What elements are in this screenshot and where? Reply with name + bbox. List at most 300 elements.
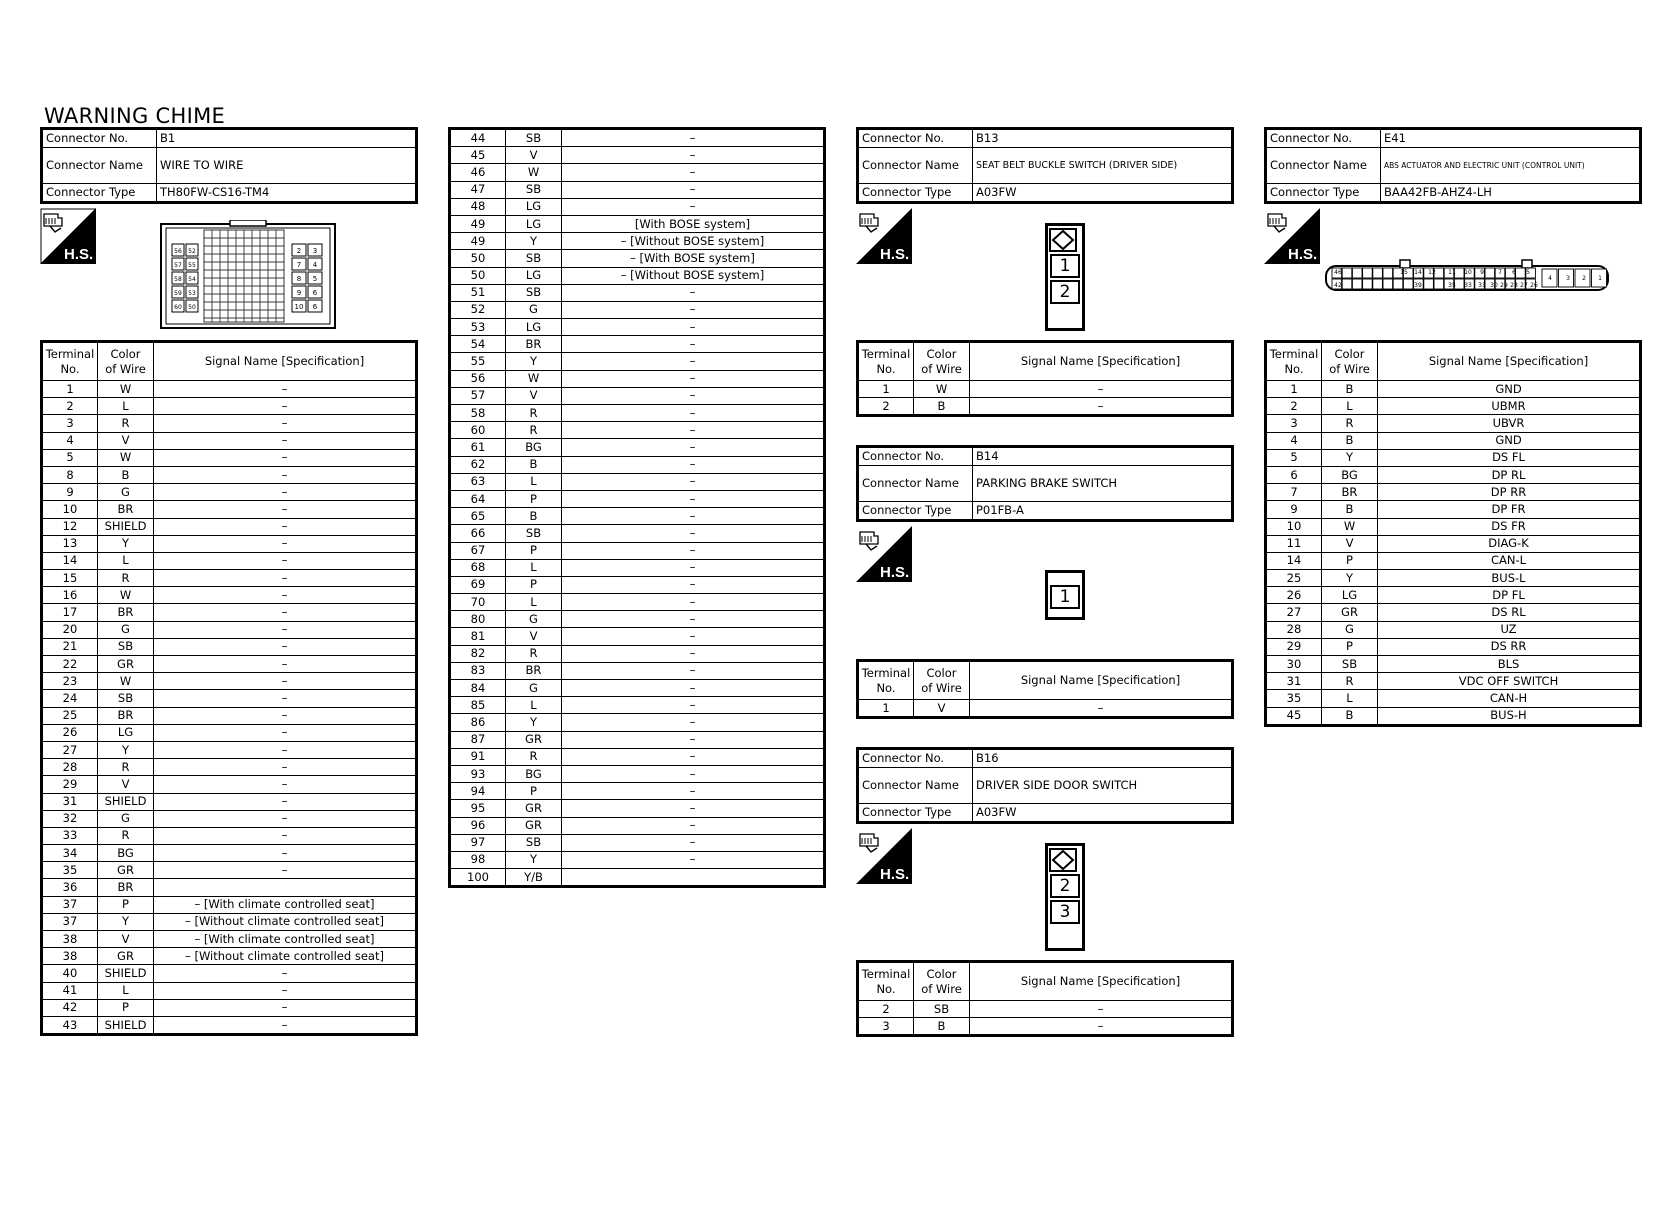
terminal-cell: 83: [450, 662, 506, 679]
b1-terminal-table-2: [448, 127, 826, 888]
hs-icon: [856, 526, 912, 582]
signal-cell: –: [154, 707, 417, 724]
color-cell: B: [1322, 707, 1378, 725]
terminal-cell: 16: [42, 587, 98, 604]
signal-cell: DS FL: [1378, 449, 1641, 466]
connector-type-value: A03FW: [973, 184, 1233, 203]
signal-cell: –: [562, 301, 825, 318]
color-cell: V: [506, 387, 562, 404]
color-cell: P: [1322, 638, 1378, 655]
b14-terminal-table: [856, 659, 1234, 719]
b1-connector-diagram: [160, 220, 336, 332]
diamond-key-icon: [1048, 228, 1078, 252]
connector-name-value: PARKING BRAKE SWITCH: [973, 466, 1233, 502]
signal-cell: –: [154, 759, 417, 776]
signal-cell: UBVR: [1378, 415, 1641, 432]
color-cell: SHIELD: [98, 1016, 154, 1034]
table-row: [450, 765, 825, 782]
table-row: [1266, 656, 1641, 673]
signal-cell: –: [154, 398, 417, 415]
signal-cell: CAN-H: [1378, 690, 1641, 707]
color-cell: GR: [98, 656, 154, 673]
signal-cell: DS FR: [1378, 518, 1641, 535]
color-cell: V: [98, 931, 154, 948]
color-cell: GR: [506, 817, 562, 834]
signal-cell: –: [562, 851, 825, 868]
color-cell: P: [506, 576, 562, 593]
signal-cell: –: [154, 810, 417, 827]
connector-type-value: P01FB-A: [973, 502, 1233, 521]
color-cell: R: [98, 570, 154, 587]
table-row: [450, 576, 825, 593]
color-cell: B: [914, 398, 970, 416]
svg-text:9: 9: [296, 289, 302, 297]
terminal-header: Terminal No.: [858, 342, 914, 381]
hs-icon: [1264, 208, 1320, 264]
color-cell: L: [98, 552, 154, 569]
table-row: [1266, 673, 1641, 690]
signal-cell: –: [562, 542, 825, 559]
signal-cell: – [Without BOSE system]: [562, 267, 825, 284]
signal-cell: – [With climate controlled seat]: [154, 896, 417, 913]
table-row: [42, 948, 417, 965]
color-cell: G: [506, 680, 562, 697]
pin-cell: 2: [1050, 280, 1080, 304]
color-cell: BG: [506, 439, 562, 456]
signal-cell: VDC OFF SWITCH: [1378, 673, 1641, 690]
pin-cell: 2: [1050, 874, 1080, 898]
signal-cell: –: [154, 449, 417, 466]
connector-cavity: [1454, 268, 1464, 278]
connector-type-value: BAA42FB-AHZ4-LH: [1381, 184, 1641, 203]
terminal-cell: 17: [42, 604, 98, 621]
pin-cell: 1: [1050, 585, 1080, 609]
connector-type-label: Connector Type: [858, 804, 973, 823]
signal-cell: –: [154, 381, 417, 398]
connector-type-label: Connector Type: [1266, 184, 1381, 203]
terminal-header: Terminal No.: [858, 962, 914, 1001]
signal-cell: – [Without climate controlled seat]: [154, 948, 417, 965]
signal-cell: –: [562, 319, 825, 336]
terminal-cell: 8: [42, 466, 98, 483]
table-row: [450, 508, 825, 525]
signal-cell: –: [562, 817, 825, 834]
connector-name-label: Connector Name: [1266, 148, 1381, 184]
terminal-cell: 27: [1266, 604, 1322, 621]
svg-text:59: 59: [174, 290, 182, 297]
terminal-cell: 47: [450, 181, 506, 198]
connector-cavity: [1485, 268, 1495, 278]
color-cell: SHIELD: [98, 793, 154, 810]
terminal-cell: 46: [450, 164, 506, 181]
table-row: [1266, 518, 1641, 535]
signal-cell: –: [562, 645, 825, 662]
terminal-header: Terminal No.: [1266, 342, 1322, 381]
table-row: [450, 490, 825, 507]
table-row: [42, 466, 417, 483]
color-cell: P: [1322, 552, 1378, 569]
table-row: [1266, 604, 1641, 621]
terminal-cell: 35: [42, 862, 98, 879]
table-row: [42, 587, 417, 604]
terminal-cell: 65: [450, 508, 506, 525]
table-row: [1266, 690, 1641, 707]
color-cell: Y: [506, 233, 562, 250]
color-cell: W: [1322, 518, 1378, 535]
color-cell: V: [98, 432, 154, 449]
color-cell: SB: [506, 834, 562, 851]
hs-label: H.S.: [64, 246, 94, 263]
terminal-cell: 44: [450, 129, 506, 147]
svg-text:H.S.: H.S.: [880, 246, 910, 263]
color-cell: B: [506, 456, 562, 473]
terminal-cell: 2: [858, 398, 914, 416]
signal-header: Signal Name [Specification]: [154, 342, 417, 381]
color-cell: GR: [1322, 604, 1378, 621]
svg-text:39: 39: [1414, 282, 1422, 289]
terminal-cell: 98: [450, 851, 506, 868]
signal-cell: CAN-L: [1378, 552, 1641, 569]
connector-name-label: Connector Name: [42, 148, 157, 184]
connector-type-value: A03FW: [973, 804, 1233, 823]
table-row: [450, 319, 825, 336]
svg-text:58: 58: [174, 276, 182, 283]
table-row: [42, 810, 417, 827]
color-cell: BR: [98, 707, 154, 724]
svg-text:57: 57: [174, 262, 182, 269]
color-header: Color of Wire: [98, 342, 154, 381]
terminal-cell: 97: [450, 834, 506, 851]
table-row: [42, 398, 417, 415]
signal-cell: –: [562, 765, 825, 782]
svg-text:53: 53: [188, 290, 196, 297]
terminal-cell: 2: [42, 398, 98, 415]
table-row: [450, 542, 825, 559]
signal-cell: –: [154, 466, 417, 483]
terminal-cell: 22: [42, 656, 98, 673]
svg-text:4: 4: [1548, 275, 1552, 282]
table-row: [42, 999, 417, 1016]
signal-cell: –: [154, 999, 417, 1016]
signal-cell: [562, 869, 825, 887]
signal-cell: –: [154, 604, 417, 621]
signal-cell: [154, 879, 417, 896]
color-cell: W: [506, 164, 562, 181]
table-row: [42, 827, 417, 844]
terminal-cell: 3: [42, 415, 98, 432]
table-row: [450, 301, 825, 318]
table-row: [450, 783, 825, 800]
color-cell: G: [1322, 621, 1378, 638]
signal-header: Signal Name [Specification]: [970, 342, 1233, 381]
signal-cell: –: [562, 525, 825, 542]
color-header: Color of Wire: [1322, 342, 1378, 381]
table-row: [450, 215, 825, 232]
color-cell: LG: [506, 267, 562, 284]
terminal-cell: 91: [450, 748, 506, 765]
terminal-cell: 14: [42, 552, 98, 569]
terminal-cell: 43: [42, 1016, 98, 1034]
table-row: [450, 198, 825, 215]
table-row: [450, 439, 825, 456]
svg-text:6: 6: [1512, 269, 1516, 276]
signal-cell: BUS-L: [1378, 570, 1641, 587]
color-header: Color of Wire: [914, 661, 970, 700]
signal-cell: –: [562, 370, 825, 387]
table-row: [42, 673, 417, 690]
table-row: [42, 604, 417, 621]
color-cell: BG: [98, 845, 154, 862]
color-cell: LG: [98, 724, 154, 741]
table-row: [1266, 570, 1641, 587]
signal-cell: –: [562, 405, 825, 422]
color-cell: P: [98, 999, 154, 1016]
color-cell: P: [506, 783, 562, 800]
e41-connector-diagram: [1322, 258, 1612, 298]
table-row: [450, 714, 825, 731]
signal-cell: –: [154, 638, 417, 655]
signal-header: Signal Name [Specification]: [970, 661, 1233, 700]
signal-cell: –: [562, 662, 825, 679]
signal-cell: – [Without BOSE system]: [562, 233, 825, 250]
signal-cell: –: [562, 439, 825, 456]
terminal-cell: 7: [1266, 484, 1322, 501]
signal-cell: –: [562, 129, 825, 147]
terminal-cell: 6: [1266, 466, 1322, 483]
terminal-cell: 12: [42, 518, 98, 535]
terminal-cell: 33: [42, 827, 98, 844]
terminal-cell: 1: [858, 700, 914, 718]
b1-terminal-table-1: [40, 340, 418, 1036]
color-cell: SB: [506, 284, 562, 301]
signal-cell: –: [970, 1018, 1233, 1036]
table-row: [858, 1001, 1233, 1018]
table-row: [450, 181, 825, 198]
table-row: [858, 1018, 1233, 1036]
color-cell: G: [506, 301, 562, 318]
color-cell: V: [98, 776, 154, 793]
color-cell: GR: [506, 800, 562, 817]
table-row: [42, 518, 417, 535]
terminal-cell: 45: [450, 147, 506, 164]
table-row: [858, 398, 1233, 416]
connector-cavity: [1424, 279, 1434, 289]
color-cell: R: [98, 827, 154, 844]
svg-text:5: 5: [1526, 269, 1530, 276]
table-row: [42, 982, 417, 999]
signal-cell: –: [154, 741, 417, 758]
color-cell: L: [1322, 690, 1378, 707]
connector-name-value: WIRE TO WIRE: [157, 148, 417, 184]
terminal-cell: 10: [42, 501, 98, 518]
svg-text:H.S.: H.S.: [880, 866, 910, 883]
table-row: [450, 645, 825, 662]
terminal-cell: 48: [450, 198, 506, 215]
terminal-cell: 96: [450, 817, 506, 834]
table-row: [42, 432, 417, 449]
table-row: [858, 700, 1233, 718]
terminal-cell: 85: [450, 697, 506, 714]
color-cell: G: [98, 810, 154, 827]
color-cell: W: [506, 370, 562, 387]
terminal-cell: 31: [42, 793, 98, 810]
connector-type-label: Connector Type: [858, 502, 973, 521]
svg-text:2: 2: [296, 247, 302, 255]
table-row: [1266, 621, 1641, 638]
color-cell: LG: [1322, 587, 1378, 604]
signal-cell: DP FR: [1378, 501, 1641, 518]
svg-text:H.S.: H.S.: [1288, 246, 1318, 263]
color-header: Color of Wire: [914, 342, 970, 381]
table-row: [42, 741, 417, 758]
terminal-cell: 53: [450, 319, 506, 336]
color-cell: W: [98, 381, 154, 398]
hs-icon: [856, 828, 912, 884]
svg-text:54: 54: [188, 276, 196, 283]
table-row: [42, 965, 417, 982]
table-row: [1266, 535, 1641, 552]
terminal-cell: 38: [42, 931, 98, 948]
color-cell: Y: [506, 851, 562, 868]
svg-text:55: 55: [188, 262, 196, 269]
terminal-cell: 2: [858, 1001, 914, 1018]
signal-cell: –: [154, 656, 417, 673]
table-row: [42, 776, 417, 793]
connector-name-label: Connector Name: [858, 466, 973, 502]
signal-cell: BUS-H: [1378, 707, 1641, 725]
color-cell: B: [1322, 501, 1378, 518]
signal-cell: –: [562, 353, 825, 370]
terminal-cell: 26: [42, 724, 98, 741]
terminal-cell: 63: [450, 473, 506, 490]
signal-cell: –: [562, 783, 825, 800]
signal-cell: –: [154, 690, 417, 707]
terminal-cell: 9: [42, 484, 98, 501]
color-cell: R: [98, 415, 154, 432]
terminal-header: Terminal No.: [858, 661, 914, 700]
svg-text:26: 26: [1530, 282, 1538, 289]
signal-cell: GND: [1378, 432, 1641, 449]
table-row: [1266, 381, 1641, 398]
connector-type-value: TH80FW-CS16-TM4: [157, 184, 417, 203]
terminal-cell: 1: [1266, 381, 1322, 398]
table-row: [42, 690, 417, 707]
terminal-cell: 50: [450, 250, 506, 267]
table-row: [450, 473, 825, 490]
color-cell: Y: [1322, 570, 1378, 587]
table-row: [42, 501, 417, 518]
table-row: [42, 913, 417, 930]
svg-text:35: 35: [1448, 282, 1456, 289]
color-cell: BR: [506, 336, 562, 353]
table-row: [450, 559, 825, 576]
color-cell: W: [98, 587, 154, 604]
svg-text:31: 31: [1478, 282, 1486, 289]
color-cell: R: [506, 645, 562, 662]
terminal-cell: 15: [42, 570, 98, 587]
b13-terminal-table: [856, 340, 1234, 417]
signal-cell: –: [154, 724, 417, 741]
table-row: [450, 851, 825, 868]
svg-text:27: 27: [1520, 282, 1528, 289]
terminal-cell: 40: [42, 965, 98, 982]
terminal-cell: 42: [42, 999, 98, 1016]
color-cell: SB: [506, 525, 562, 542]
connector-cavity: [1352, 268, 1362, 278]
signal-cell: –: [154, 621, 417, 638]
connector-no-value: E41: [1381, 129, 1641, 148]
color-cell: B: [1322, 432, 1378, 449]
b14-info-table: [856, 445, 1234, 522]
connector-name-label: Connector Name: [858, 148, 973, 184]
table-row: [450, 697, 825, 714]
signal-cell: –: [562, 456, 825, 473]
terminal-cell: 57: [450, 387, 506, 404]
table-row: [42, 1016, 417, 1034]
terminal-cell: 25: [1266, 570, 1322, 587]
table-row: [450, 456, 825, 473]
table-row: [1266, 552, 1641, 569]
color-cell: L: [1322, 398, 1378, 415]
svg-text:H.S.: H.S.: [880, 564, 910, 581]
color-cell: W: [98, 673, 154, 690]
svg-text:3: 3: [1566, 275, 1570, 282]
terminal-cell: 49: [450, 215, 506, 232]
terminal-cell: 61: [450, 439, 506, 456]
svg-text:6: 6: [312, 289, 318, 297]
svg-text:30: 30: [1490, 282, 1498, 289]
signal-cell: –: [154, 570, 417, 587]
table-row: [42, 638, 417, 655]
svg-text:56: 56: [174, 248, 182, 255]
signal-cell: –: [562, 198, 825, 215]
connector-cavity: [1393, 279, 1403, 289]
terminal-cell: 5: [1266, 449, 1322, 466]
connector-cavity: [1516, 268, 1526, 278]
terminal-cell: 52: [450, 301, 506, 318]
terminal-cell: 50: [450, 267, 506, 284]
connector-no-label: Connector No.: [1266, 129, 1381, 148]
signal-cell: DP RR: [1378, 484, 1641, 501]
terminal-cell: 4: [42, 432, 98, 449]
terminal-cell: 66: [450, 525, 506, 542]
terminal-cell: 56: [450, 370, 506, 387]
signal-cell: DS RL: [1378, 604, 1641, 621]
color-cell: L: [506, 559, 562, 576]
signal-cell: – [With climate controlled seat]: [154, 931, 417, 948]
color-cell: W: [98, 449, 154, 466]
signal-cell: – [With BOSE system]: [562, 250, 825, 267]
table-row: [450, 731, 825, 748]
color-cell: V: [506, 628, 562, 645]
connector-no-label: Connector No.: [858, 129, 973, 148]
color-cell: SHIELD: [98, 965, 154, 982]
signal-cell: DS RR: [1378, 638, 1641, 655]
table-row: [450, 387, 825, 404]
color-cell: W: [914, 381, 970, 398]
terminal-cell: 1: [42, 381, 98, 398]
signal-cell: DP FL: [1378, 587, 1641, 604]
color-cell: B: [98, 466, 154, 483]
table-row: [42, 862, 417, 879]
svg-text:4: 4: [312, 261, 318, 269]
svg-text:46: 46: [1334, 269, 1342, 276]
terminal-cell: 67: [450, 542, 506, 559]
table-row: [450, 336, 825, 353]
color-cell: SHIELD: [98, 518, 154, 535]
terminal-cell: 58: [450, 405, 506, 422]
page-title: WARNING CHIME: [44, 104, 226, 128]
